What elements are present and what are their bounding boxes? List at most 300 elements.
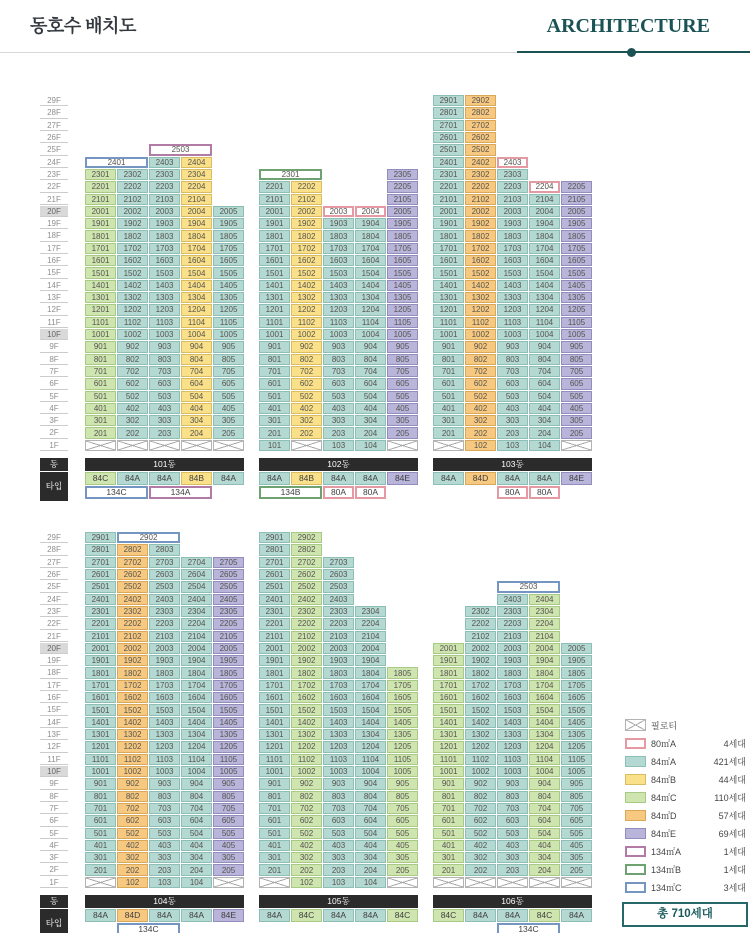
- unit-cell: 2702: [291, 557, 322, 568]
- unit-cell: 2004: [355, 643, 386, 654]
- unit-cell: 701: [259, 366, 290, 377]
- unit-cell: 1305: [387, 292, 418, 303]
- unit-cell: 2102: [465, 631, 496, 642]
- unit-cell: 602: [117, 378, 148, 389]
- unit-cell: 401: [259, 403, 290, 414]
- unit-cell: 305: [387, 415, 418, 426]
- type-cell: 84C: [529, 909, 560, 922]
- unit-cell: 2001: [85, 206, 116, 217]
- unit-cell: 2403: [497, 594, 528, 605]
- unit-cell: 1101: [259, 754, 290, 765]
- empty-slot: [181, 120, 212, 131]
- unit-cell: 2501: [85, 581, 116, 592]
- unit-cell: 1703: [149, 243, 180, 254]
- unit-cell: 1902: [117, 655, 148, 666]
- unit-cell: 403: [149, 840, 180, 851]
- unit-cell: 701: [85, 366, 116, 377]
- empty-slot: [561, 144, 592, 155]
- unit-cell: 1301: [259, 729, 290, 740]
- empty-slot: [387, 132, 418, 143]
- legend-label: 84㎡B: [651, 774, 677, 785]
- empty-slot: [529, 107, 560, 118]
- unit-cell: 1904: [529, 218, 560, 229]
- unit-cell: 1002: [465, 329, 496, 340]
- unit-cell: 1801: [85, 667, 116, 678]
- empty-slot: [85, 107, 116, 118]
- unit-cell: 1104: [181, 317, 212, 328]
- unit-cell: 1501: [259, 704, 290, 715]
- unit-cell: 103: [323, 440, 354, 451]
- unit-cell: 1304: [355, 729, 386, 740]
- unit-cell: 1104: [181, 754, 212, 765]
- unit-cell: 2205: [561, 181, 592, 192]
- unit-cell: 704: [181, 366, 212, 377]
- unit-cell: 201: [433, 864, 464, 875]
- unit-cell: 1301: [85, 729, 116, 740]
- unit-cell: 1102: [117, 317, 148, 328]
- unit-cell: 204: [181, 427, 212, 438]
- unit-cell: 1605: [561, 692, 592, 703]
- pilotis-cell: [117, 440, 148, 451]
- pilotis-cell: [387, 877, 418, 888]
- unit-cell: 804: [529, 791, 560, 802]
- unit-cell: 1403: [149, 280, 180, 291]
- unit-cell: 904: [181, 778, 212, 789]
- legend-swatch-icon: [625, 756, 646, 767]
- unit-cell: 2203: [497, 181, 528, 192]
- empty-slot: [213, 194, 244, 205]
- unit-cell: 2502: [291, 581, 322, 592]
- unit-cell: 904: [355, 341, 386, 352]
- unit-cell: 1705: [561, 680, 592, 691]
- unit-cell: 2302: [291, 606, 322, 617]
- unit-cell: 2303: [323, 606, 354, 617]
- unit-cell: 1602: [465, 255, 496, 266]
- empty-slot: [323, 532, 354, 543]
- unit-cell: 2305: [387, 169, 418, 180]
- unit-cell: 1103: [149, 754, 180, 765]
- unit-cell: 1503: [323, 267, 354, 278]
- empty-slot: [149, 107, 180, 118]
- dong-row-label: 동: [40, 458, 68, 471]
- legend-count: 110세대: [714, 792, 746, 803]
- empty-slot: [561, 569, 592, 580]
- floor-label: 4F: [40, 403, 68, 414]
- empty-slot: [355, 557, 386, 568]
- legend-swatch-icon: [625, 882, 646, 893]
- empty-slot: [529, 569, 560, 580]
- unit-cell: 2701: [259, 557, 290, 568]
- unit-cell: 1103: [497, 754, 528, 765]
- empty-slot: [497, 107, 528, 118]
- unit-cell: 701: [259, 803, 290, 814]
- floor-label: 11F: [40, 317, 68, 328]
- unit-cell: 1704: [529, 243, 560, 254]
- unit-cell: 1005: [213, 329, 244, 340]
- unit-cell: 1005: [561, 766, 592, 777]
- unit-cell: 705: [561, 366, 592, 377]
- unit-cell: 404: [529, 403, 560, 414]
- unit-cell: 1102: [291, 317, 322, 328]
- unit-cell: 1402: [117, 717, 148, 728]
- unit-cell: 2902: [117, 532, 180, 543]
- unit-cell: 2403: [149, 157, 180, 168]
- unit-cell: 1801: [433, 667, 464, 678]
- unit-cell: 1005: [387, 766, 418, 777]
- type-cell: 84A: [355, 909, 386, 922]
- empty-slot: [213, 120, 244, 131]
- empty-slot: [181, 107, 212, 118]
- unit-cell: 202: [465, 427, 496, 438]
- empty-slot: [181, 532, 212, 543]
- floor-label: 3F: [40, 415, 68, 426]
- type-row-label: 타입: [40, 909, 68, 933]
- floor-label: 3F: [40, 852, 68, 863]
- unit-cell: 1601: [85, 255, 116, 266]
- pilotis-cell: [529, 877, 560, 888]
- floor-label: 16F: [40, 255, 68, 266]
- unit-cell: 1702: [465, 243, 496, 254]
- unit-cell: 401: [85, 840, 116, 851]
- type-cell: 84C: [85, 472, 116, 485]
- unit-cell: 1604: [529, 255, 560, 266]
- unit-cell: 1901: [85, 218, 116, 229]
- unit-cell: 1804: [529, 667, 560, 678]
- unit-cell: 201: [85, 864, 116, 875]
- unit-cell: 2202: [291, 618, 322, 629]
- floor-label: 21F: [40, 194, 68, 205]
- floor-label: 17F: [40, 243, 68, 254]
- unit-cell: 1203: [497, 304, 528, 315]
- unit-cell: 705: [213, 366, 244, 377]
- unit-cell: 1503: [497, 267, 528, 278]
- pilotis-cell: [433, 877, 464, 888]
- floor-label: 22F: [40, 181, 68, 192]
- unit-cell: 2102: [291, 631, 322, 642]
- floor-label: 21F: [40, 631, 68, 642]
- unit-cell: 2602: [291, 569, 322, 580]
- unit-cell: 103: [149, 877, 180, 888]
- pilotis-cell: [213, 877, 244, 888]
- unit-cell: 2303: [497, 606, 528, 617]
- extra-type-row: [85, 923, 244, 933]
- unit-cell: 1802: [465, 230, 496, 241]
- empty-slot: [387, 95, 418, 106]
- unit-cell: 1504: [181, 267, 212, 278]
- unit-cell: 2703: [149, 557, 180, 568]
- type-cell: 84B: [291, 472, 322, 485]
- unit-cell: 1101: [259, 317, 290, 328]
- unit-cell: 1903: [149, 218, 180, 229]
- unit-cell: 2404: [181, 157, 212, 168]
- empty-slot: [355, 144, 386, 155]
- unit-cell: 803: [497, 791, 528, 802]
- building-101: [85, 95, 244, 500]
- pilotis-cell: [85, 440, 116, 451]
- unit-cell: 1201: [85, 741, 116, 752]
- unit-cell: 801: [85, 791, 116, 802]
- type-cell: 84A: [259, 909, 290, 922]
- empty-slot: [213, 95, 244, 106]
- unit-cell: 1505: [213, 704, 244, 715]
- unit-cell: 1303: [323, 292, 354, 303]
- page-title: 동호수 배치도: [30, 16, 136, 36]
- unit-cell: 1404: [355, 717, 386, 728]
- unit-cell: 2204: [355, 618, 386, 629]
- unit-cell: 1205: [561, 304, 592, 315]
- unit-cell: 2802: [117, 544, 148, 555]
- unit-cell: 201: [259, 864, 290, 875]
- unit-cell: 804: [181, 791, 212, 802]
- floor-label: 2F: [40, 864, 68, 875]
- unit-cell: 405: [561, 840, 592, 851]
- unit-cell: 2002: [465, 206, 496, 217]
- unit-cell: 1501: [433, 267, 464, 278]
- unit-cell: 605: [213, 378, 244, 389]
- unit-cell: 804: [355, 354, 386, 365]
- unit-cell: 205: [213, 427, 244, 438]
- unit-cell: 705: [387, 366, 418, 377]
- unit-cell: 2005: [561, 206, 592, 217]
- floor-label: 24F: [40, 594, 68, 605]
- legend-item: [625, 863, 746, 875]
- unit-cell: 1202: [291, 741, 322, 752]
- floor-label: 10F: [40, 329, 68, 340]
- unit-cell: 1403: [497, 280, 528, 291]
- unit-cell: 2504: [181, 581, 212, 592]
- empty-slot: [117, 95, 148, 106]
- unit-cell: 2103: [149, 194, 180, 205]
- unit-cell: 2105: [387, 194, 418, 205]
- unit-cell: 2104: [529, 631, 560, 642]
- unit-cell: 1001: [85, 766, 116, 777]
- unit-cell: 602: [465, 378, 496, 389]
- unit-cell: 503: [323, 391, 354, 402]
- unit-cell: 1701: [85, 680, 116, 691]
- legend-item: [625, 809, 746, 821]
- unit-cell: 1502: [291, 267, 322, 278]
- unit-cell: 303: [323, 415, 354, 426]
- unit-cell: 502: [291, 828, 322, 839]
- unit-cell: 1203: [323, 304, 354, 315]
- unit-cell: 1503: [149, 267, 180, 278]
- unit-cell: 2201: [259, 181, 290, 192]
- unit-cell: 1201: [433, 304, 464, 315]
- empty-slot: [213, 157, 244, 168]
- unit-cell: 305: [387, 852, 418, 863]
- unit-cell: 504: [355, 828, 386, 839]
- unit-cell: 1305: [561, 292, 592, 303]
- unit-cell: 905: [387, 778, 418, 789]
- empty-slot: [291, 95, 322, 106]
- floor-label: 29F: [40, 95, 68, 106]
- unit-cell: 2301: [259, 169, 322, 180]
- unit-cell: 1603: [323, 255, 354, 266]
- unit-cell: 2304: [181, 606, 212, 617]
- unit-cell: 1301: [433, 729, 464, 740]
- unit-cell: 2503: [149, 581, 180, 592]
- empty-slot: [561, 120, 592, 131]
- unit-cell: 1904: [181, 655, 212, 666]
- unit-cell: 1005: [387, 329, 418, 340]
- unit-cell: 1205: [213, 741, 244, 752]
- unit-cell: 1405: [561, 280, 592, 291]
- floor-label: 26F: [40, 569, 68, 580]
- unit-cell: 1105: [213, 317, 244, 328]
- pilotis-cell: [85, 877, 116, 888]
- unit-cell: 903: [149, 778, 180, 789]
- unit-cell: 605: [387, 378, 418, 389]
- unit-cell: 404: [355, 840, 386, 851]
- unit-cell: 604: [181, 378, 212, 389]
- unit-cell: 204: [529, 427, 560, 438]
- unit-cell: 1901: [259, 655, 290, 666]
- unit-cell: 2202: [117, 618, 148, 629]
- unit-cell: 1103: [323, 317, 354, 328]
- unit-cell: 403: [497, 403, 528, 414]
- unit-cell: 704: [181, 803, 212, 814]
- unit-cell: 1205: [387, 304, 418, 315]
- unit-cell: 202: [291, 864, 322, 875]
- unit-cell: 903: [323, 778, 354, 789]
- unit-cell: 201: [85, 427, 116, 438]
- empty-slot: [561, 618, 592, 629]
- unit-cell: 703: [497, 803, 528, 814]
- header-divider-dot-icon: [627, 48, 636, 57]
- unit-cell: 904: [529, 341, 560, 352]
- empty-slot: [433, 581, 464, 592]
- type-cell: 84A: [117, 472, 148, 485]
- empty-slot: [465, 532, 496, 543]
- unit-cell: 1503: [497, 704, 528, 715]
- unit-cell: 1002: [465, 766, 496, 777]
- unit-cell: 2203: [149, 181, 180, 192]
- floor-label: 27F: [40, 557, 68, 568]
- legend-item: [625, 773, 746, 785]
- unit-cell: 803: [323, 354, 354, 365]
- unit-cell: 1905: [213, 655, 244, 666]
- unit-cell: 1304: [181, 729, 212, 740]
- unit-cell: 705: [561, 803, 592, 814]
- legend-item: [625, 881, 746, 893]
- unit-cell: 1304: [181, 292, 212, 303]
- unit-cell: 2401: [259, 594, 290, 605]
- pilotis-cell: [291, 440, 322, 451]
- unit-cell: 1105: [561, 754, 592, 765]
- empty-slot: [213, 169, 244, 180]
- unit-cell: 1805: [213, 230, 244, 241]
- floor-label: 7F: [40, 803, 68, 814]
- unit-cell: 303: [323, 852, 354, 863]
- unit-cell: 305: [213, 852, 244, 863]
- unit-cell: 403: [149, 403, 180, 414]
- unit-cell: 1704: [181, 243, 212, 254]
- empty-slot: [355, 594, 386, 605]
- unit-cell: 1003: [497, 329, 528, 340]
- unit-cell: 1501: [85, 704, 116, 715]
- unit-cell: 603: [497, 378, 528, 389]
- unit-cell: 1102: [465, 754, 496, 765]
- empty-slot: [259, 144, 290, 155]
- unit-cell: 2304: [181, 169, 212, 180]
- unit-cell: 504: [181, 391, 212, 402]
- unit-cell: 1602: [291, 692, 322, 703]
- floor-label: 18F: [40, 667, 68, 678]
- unit-cell: 1002: [117, 766, 148, 777]
- unit-cell: 1001: [85, 329, 116, 340]
- unit-cell: 2103: [149, 631, 180, 642]
- empty-slot: [529, 95, 560, 106]
- type-cell: 84A: [149, 909, 180, 922]
- floor-label: 8F: [40, 354, 68, 365]
- unit-cell: 1401: [85, 280, 116, 291]
- type-cell: 84A: [355, 472, 386, 485]
- extra-type-row: [259, 486, 418, 500]
- unit-cell: 2004: [529, 643, 560, 654]
- floor-label: 28F: [40, 107, 68, 118]
- unit-cell: 2802: [291, 544, 322, 555]
- unit-cell: 2204: [529, 618, 560, 629]
- unit-cell: 1603: [497, 692, 528, 703]
- unit-cell: 701: [85, 803, 116, 814]
- empty-slot: [291, 120, 322, 131]
- empty-slot: [323, 169, 354, 180]
- unit-cell: 804: [355, 791, 386, 802]
- unit-cell: 301: [85, 852, 116, 863]
- unit-cell: 1501: [259, 267, 290, 278]
- legend-item: [625, 791, 746, 803]
- unit-cell: 905: [561, 778, 592, 789]
- unit-cell: 1101: [433, 754, 464, 765]
- unit-cell: 2103: [323, 631, 354, 642]
- unit-cell: 2801: [85, 544, 116, 555]
- empty-slot: [323, 132, 354, 143]
- unit-cell: 2303: [149, 169, 180, 180]
- extra-type-row: [433, 486, 592, 500]
- empty-slot: [433, 631, 464, 642]
- type-cell: 84C: [291, 909, 322, 922]
- legend-item: [625, 719, 746, 731]
- unit-cell: 2202: [291, 181, 322, 192]
- floor-label: 23F: [40, 606, 68, 617]
- floor-label: 19F: [40, 218, 68, 229]
- unit-cell: 1601: [259, 255, 290, 266]
- empty-slot: [561, 532, 592, 543]
- unit-cell: 1001: [259, 766, 290, 777]
- unit-cell: 2104: [355, 631, 386, 642]
- unit-cell: 1205: [387, 741, 418, 752]
- unit-cell: 301: [259, 415, 290, 426]
- floor-label: 1F: [40, 877, 68, 888]
- unit-cell: 1504: [529, 267, 560, 278]
- extra-type-row: [433, 923, 592, 933]
- floor-label: 27F: [40, 120, 68, 131]
- type-cell: 84A: [497, 472, 528, 485]
- empty-slot: [497, 532, 528, 543]
- unit-cell: 304: [181, 852, 212, 863]
- unit-grid: [433, 95, 592, 451]
- building-name-bar: 101동: [85, 458, 244, 471]
- unit-cell: 802: [465, 354, 496, 365]
- unit-cell: 1604: [181, 692, 212, 703]
- unit-cell: 2002: [291, 206, 322, 217]
- unit-cell: 1403: [149, 717, 180, 728]
- empty-slot: [561, 594, 592, 605]
- floor-label: 18F: [40, 230, 68, 241]
- unit-cell: 1303: [149, 729, 180, 740]
- unit-cell: 302: [291, 852, 322, 863]
- unit-cell: 1902: [465, 218, 496, 229]
